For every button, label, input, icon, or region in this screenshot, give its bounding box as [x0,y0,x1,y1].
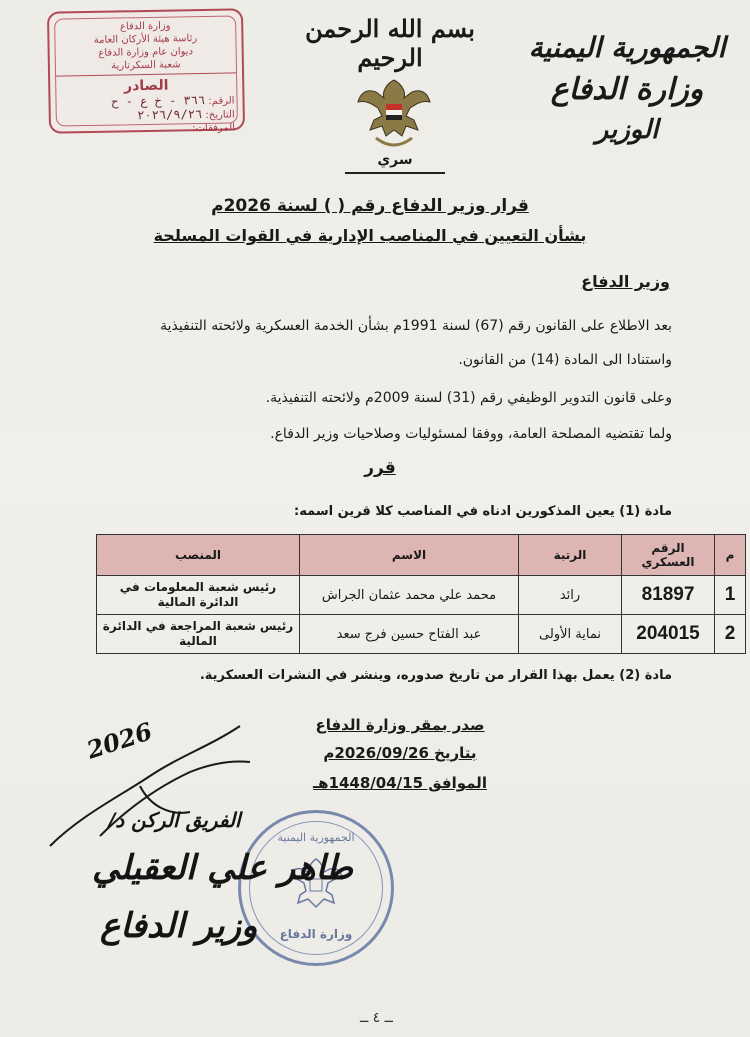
stamp-line-1: وزارة الدفاع [119,20,171,33]
stamp-date-value: ٢٠٢٦/٩/٢٦ [137,107,203,123]
yemen-eagle-emblem-icon [356,74,432,154]
row-name: عبد الفتاح حسين فرج سعد [300,615,519,654]
issuance-place: صدر بمقر وزارة الدفاع [315,716,485,734]
republic-name: الجمهورية اليمنية [528,31,726,64]
stamp-line-3: ديوان عام وزارة الدفاع [98,46,194,59]
basmala: بسم الله الرحمن الرحيم [305,14,475,72]
header-rank: الرتبة [519,535,622,576]
signatory-title: وزير الدفاع [100,906,258,946]
seal-top-text: الجمهورية اليمنية [277,831,355,844]
stamp-attachments-label: المرفقات [195,122,236,135]
stamp-line-4: شعبة السكرتارية [111,59,181,72]
stamp-issued-label: الصادر [123,77,169,95]
issuance-date-hijri: الموافق 1448/04/15هـ [313,774,487,792]
row-rank: رائد [519,576,622,615]
classification-underline [345,172,445,174]
header-position: المنصب [97,535,300,576]
header-military-number: الرقم العسكري [622,535,715,576]
preamble-paragraph-4: ولما تقتضيه المصلحة العامة، ووفقا لمسئوليات وصلاحيات وزير الدفاع. [270,426,672,442]
row-military-number: 204015 [622,615,715,654]
header-name: الاسم [300,535,519,576]
handwritten-signature-icon [40,716,320,866]
row-position: رئيس شعبة المراجعة في الدائرة المالية [97,615,300,654]
appointments-table [96,534,746,654]
handwritten-year: 2026 [83,716,156,765]
row-index: 2 [715,615,746,654]
page-number: ــ ٤ ــ [360,1010,393,1026]
decree-word: قرر [364,458,396,478]
stamp-line-2: رئاسة هيئة الأركان العامة [93,33,198,46]
preamble-paragraph-3: وعلى قانون التدوير الوظيفي رقم (31) لسنة 2009م ولائحته التنفيذية. [265,390,672,406]
article-1: مادة (1) يعين المذكورين ادناه في المناصب كلا قرين اسمه: [294,504,672,519]
signatory-rank: الفريق الركن د/ [108,808,241,832]
row-index: 1 [715,576,746,615]
issuance-date-gregorian: بتاريخ 2026/09/26م [323,744,477,762]
ministry-name: وزارة الدفاع [550,72,704,107]
outgoing-registry-stamp: وزارة الدفاع رئاسة هيئة الأركان العامة ديوان عام وزارة الدفاع شعبة السكرتارية الصادر الرقم: ٣٦٦ - خ ع - ح التاريخ: ٢٠٢٦/٩/٢٦ المرفقات: [47,8,245,133]
row-position: رئيس شعبة المعلومات في الدائرة المالية [97,576,300,615]
classification-label: سري [377,152,413,168]
letterhead-right [522,28,732,148]
stamp-number-label: الرقم [211,95,235,107]
preamble-paragraph-1: بعد الاطلاع على القانون رقم (67) لسنة 1991م بشأن الخدمة العسكرية ولائحته التنفيذية [160,318,672,334]
issuer-heading: وزير الدفاع [581,272,670,291]
row-rank: نماية الأولى [519,615,622,654]
seal-bottom-text: وزارة الدفاع [279,927,353,941]
table-row [97,576,746,615]
row-name: محمد علي محمد عثمان الجراش [300,576,519,615]
table-header-row [97,535,746,576]
table-row [97,615,746,654]
signatory-name: طاهر علي العقيلي [92,848,353,888]
row-military-number: 81897 [622,576,715,615]
decree-subject: بشأن التعيين في المناصب الإدارية في القوات المسلحة [153,226,587,245]
stamp-number-value: ٣٦٦ - خ ع - ح [111,92,206,109]
preamble-paragraph-2: واستنادا الى المادة (14) من القانون. [458,352,672,368]
article-2: مادة (2) يعمل بهذا القرار من تاريخ صدوره، وينشر في النشرات العسكرية. [199,668,672,683]
stamp-date-label: التاريخ [208,109,235,121]
decree-title: قرار وزير الدفاع رقم ( ) لسنة 2026م [211,196,529,216]
header-index: م [715,535,746,576]
minister-label: الوزير [595,115,659,145]
